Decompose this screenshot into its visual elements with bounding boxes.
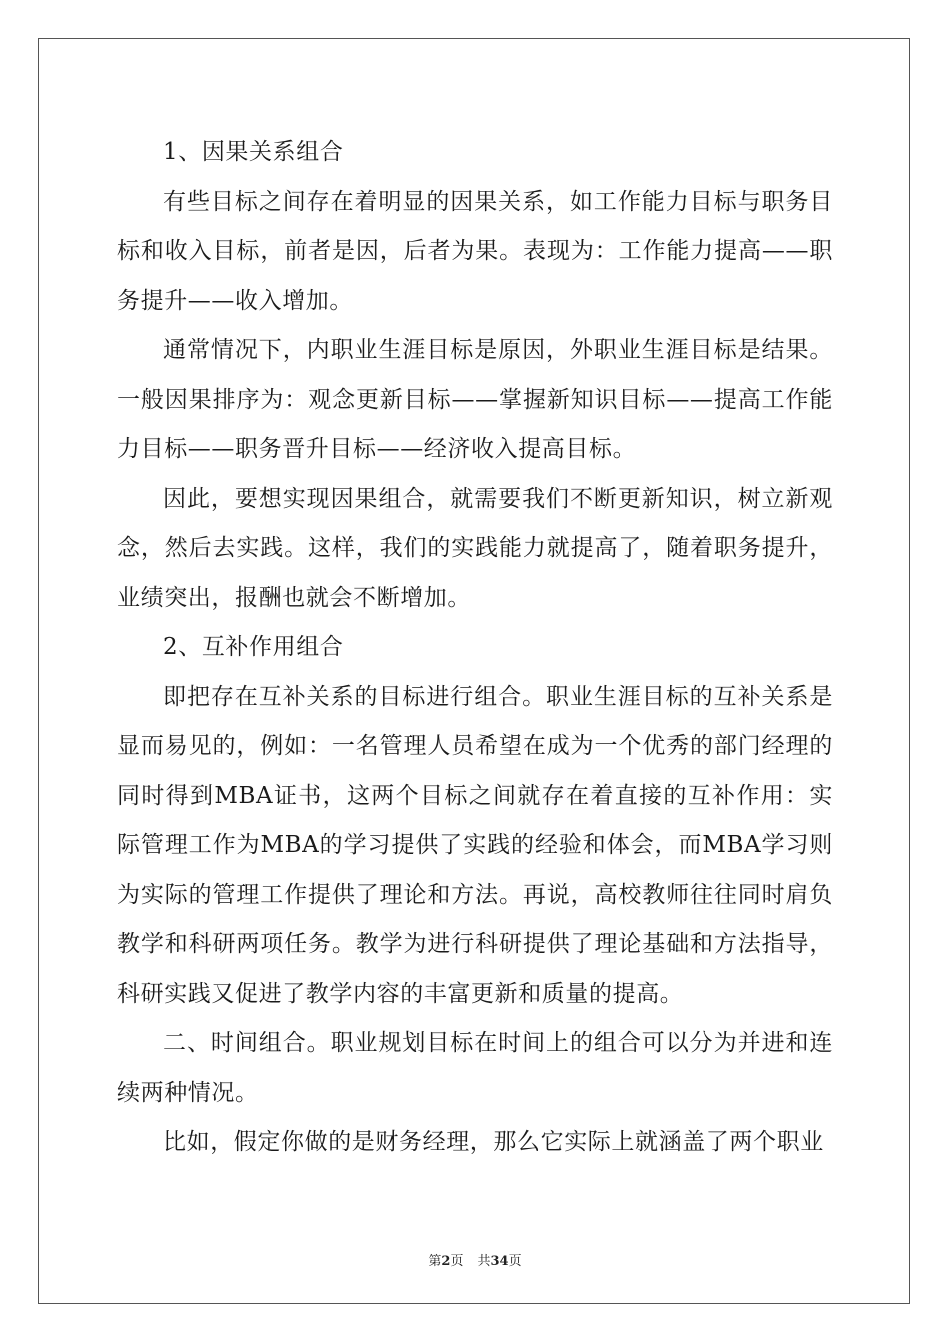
footer-total-prefix: 共 [477,1254,491,1269]
footer-page-prefix: 第 [428,1254,442,1269]
footer-page-suffix: 页 [450,1254,464,1269]
paragraph-heading-complementary: 2、互补作用组合 [163,634,344,660]
paragraph-causal-conclusion: 因此，要想实现因果组合，就需要我们不断更新知识，树立新观念，然后去实践。这样，我们的实践能力就提高了，随着职务提升，业绩突出，报酬也就会不断增加。 [117,485,833,611]
paragraph-heading-causal: 1、因果关系组合 [163,139,344,165]
paragraph-time-combination: 二、时间组合。职业规划目标在时间上的组合可以分为并进和连续两种情况。 [117,1030,833,1106]
document-body [117,128,833,1168]
page-footer [0,1250,950,1269]
paragraph-complementary-description: 即把存在互补关系的目标进行组合。职业生涯目标的互补关系是显而易见的，例如：一名管理人员希望在成为一个优秀的部门经理的同时得到MBA证书，这两个目标之间就存在着直接的互补作用：实际管理工作为MBA的学习提供了实践的经验和体会，而MBA学习则为实际的管理工作提供了理论和方法。再说，高校教师往往同时肩负教学和科研两项任务。教学为进行科研提供了理论基础和方法指导，科研实践又促进了教学内容的丰富更新和质量的提高。 [117,683,833,1007]
paragraph-causal-order: 通常情况下，内职业生涯目标是原因，外职业生涯目标是结果。一般因果排序为：观念更新目标——掌握新知识目标——提高工作能力目标——职务晋升目标——经济收入提高目标。 [117,337,833,462]
paragraph-example: 比如，假定你做的是财务经理，那么它实际上就涵盖了两个职业 [163,1129,824,1155]
footer-total-suffix: 页 [508,1254,522,1269]
footer-page-number: 2 [441,1254,451,1269]
paragraph-causal-description: 有些目标之间存在着明显的因果关系，如工作能力目标与职务目标和收入目标，前者是因，后者为果。表现为：工作能力提高——职务提升——收入增加。 [117,188,833,314]
footer-total-number: 34 [490,1254,509,1269]
